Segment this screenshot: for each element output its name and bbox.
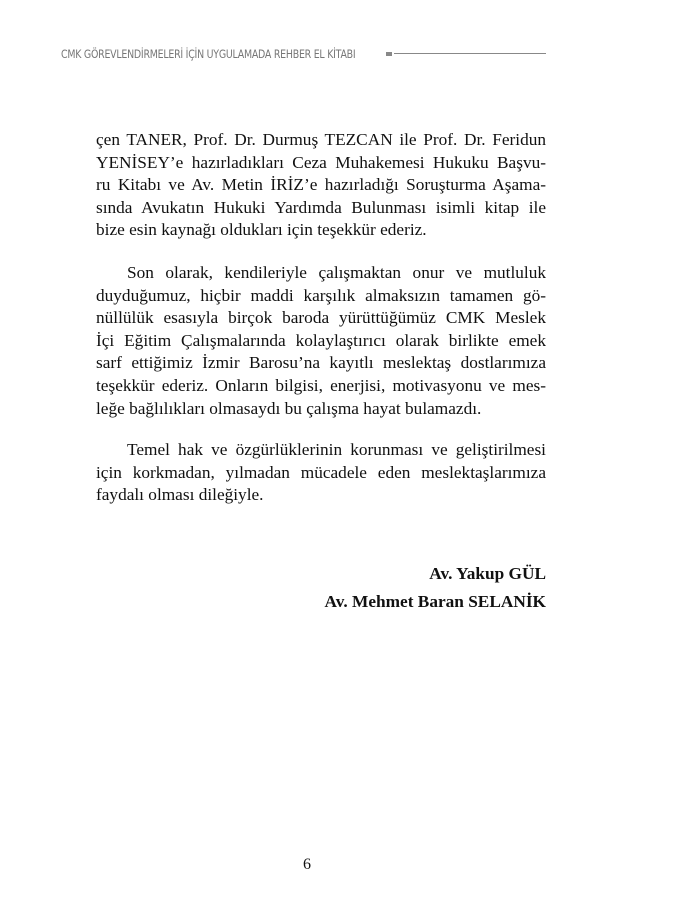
paragraph-2 bbox=[96, 262, 546, 420]
text-line: sında Avukatın Hukuki Yardımda Bulunması isimli kitap ile bbox=[96, 197, 546, 217]
page-number: 6 bbox=[303, 856, 311, 873]
text-line: duyduğumuz, hiçbir maddi karşılık almaksızın tamamen gö- bbox=[96, 285, 546, 305]
text-line: Son olarak, kendileriyle çalışmaktan onur ve mutluluk bbox=[127, 263, 546, 282]
text-line: çen TANER, Prof. Dr. Durmuş TEZCAN ile Prof. Dr. Feridun bbox=[96, 130, 546, 149]
text-line: leğe bağlılıkları olmasaydı bu çalışma hayat bulamazdı. bbox=[96, 398, 482, 418]
text-line: için korkmadan, yılmadan mücadele eden meslektaşlarımıza bbox=[96, 462, 546, 482]
text-line: Temel hak ve özgürlüklerinin korunması ve geliştirilmesi bbox=[127, 440, 546, 459]
header-rule bbox=[394, 53, 546, 54]
text-line: İçi Eğitim Çalışmalarında kolaylaştırıcı olarak birlikte emek bbox=[96, 330, 546, 350]
text-line: ru Kitabı ve Av. Metin İRİZ’e hazırladığı Soruşturma Aşama- bbox=[96, 175, 546, 195]
text-line: teşekkür ederiz. Onların bilgisi, enerjisi, motivasyonu ve mes- bbox=[96, 375, 546, 395]
text-line: sarf ettiğimiz İzmir Barosu’na kayıtlı meslektaş dostlarımıza bbox=[96, 353, 546, 373]
signature-1: Av. Yakup GÜL bbox=[429, 564, 546, 583]
text-line: faydalı olması dileğiyle. bbox=[96, 485, 264, 505]
text-line: bize esin kaynağı oldukları için teşekkür ederiz. bbox=[96, 220, 427, 240]
header-square-ornament bbox=[386, 52, 392, 56]
text-line: nüllülük esasıyla birçok baroda yürüttüğümüz CMK Meslek bbox=[96, 308, 546, 328]
running-header: CMK GÖREVLENDİRMELERİ İÇİN UYGULAMADA REHBER EL KİTABI bbox=[61, 47, 356, 61]
signature-2: Av. Mehmet Baran SELANİK bbox=[324, 592, 546, 611]
paragraph-1 bbox=[96, 129, 546, 242]
paragraph-3 bbox=[96, 439, 546, 507]
text-line: YENİSEY’e hazırladıkları Ceza Muhakemesi Hukuku Başvu- bbox=[96, 152, 546, 172]
